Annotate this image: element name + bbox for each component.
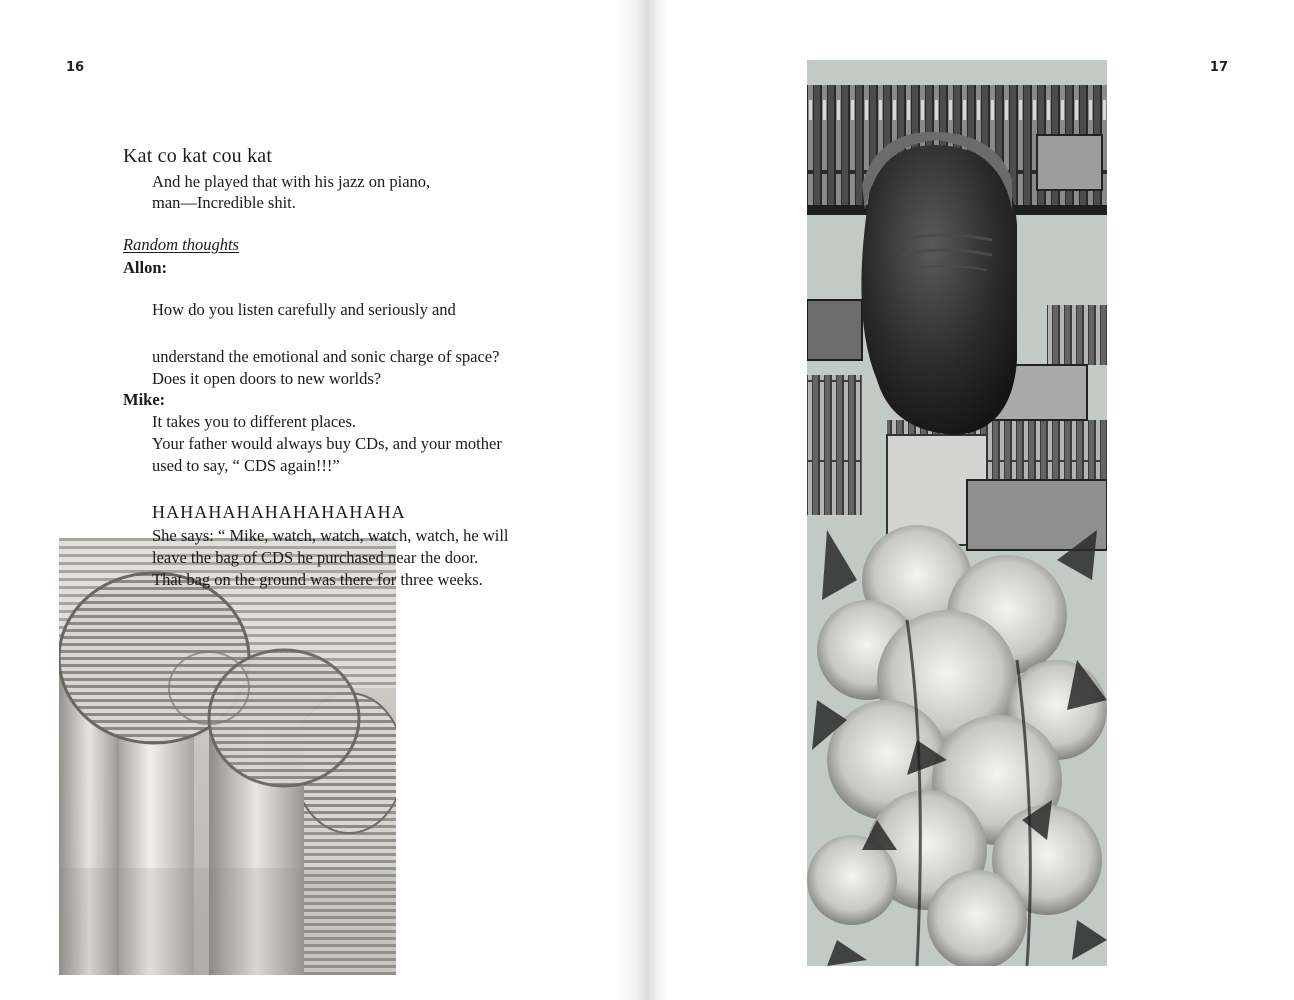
text-line: And he played that with his jazz on piano, [152, 172, 431, 191]
speaker-name: Allon: [123, 258, 168, 277]
text-line: understand the emotional and sonic charge of space? [152, 347, 500, 366]
text-line: Does it open doors to new worlds? [152, 369, 382, 388]
text-line: man—Incredible shit. [152, 193, 296, 212]
collage-image [807, 60, 1107, 966]
gutter-shadow [647, 0, 669, 1000]
right-page [647, 0, 1294, 1000]
text-line: Your father would always buy CDs, and your mother [152, 434, 502, 453]
gutter-shadow [617, 0, 647, 1000]
text-line: leave the bag of CDS he purchased near the door. [152, 548, 479, 567]
text-line: How do you listen carefully and seriously and [152, 300, 456, 319]
section-subheading: Random thoughts [123, 235, 239, 254]
laughter-line: HAHAHAHAHAHAHAHAHA [152, 502, 406, 522]
text-line: That bag on the ground was there for three weeks. [152, 570, 483, 589]
text-line: used to say, “ CDS again!!!” [152, 456, 340, 475]
chant-heading: Kat co kat cou kat [123, 145, 273, 167]
text-line: It takes you to different places. [152, 412, 357, 431]
page-number-right: 17 [1209, 60, 1228, 75]
text-line: She says: “ Mike, watch, watch, watch, watch, he will [152, 526, 509, 545]
page-number-left: 16 [66, 60, 85, 75]
speaker-name: Mike: [123, 390, 166, 409]
